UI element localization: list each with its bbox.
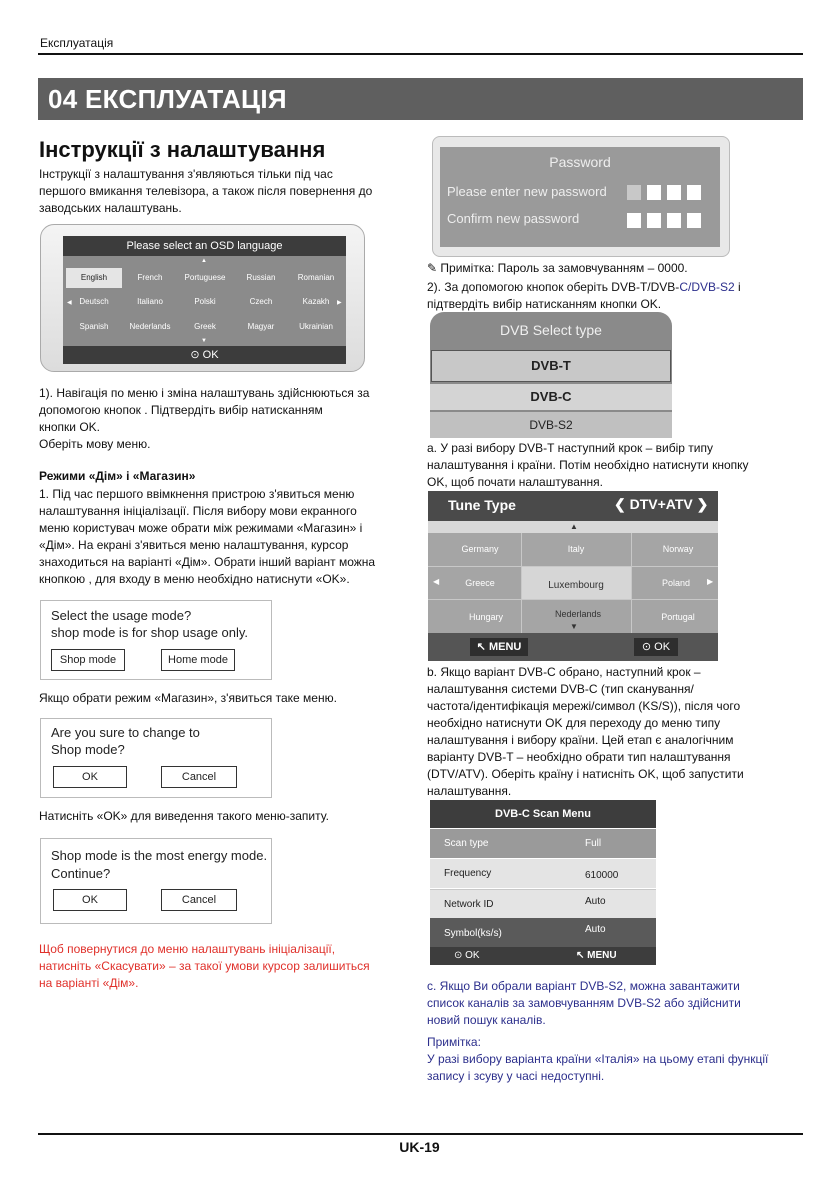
shop-menu-text: Якщо обрати режим «Магазин», з'явиться таке меню.	[39, 691, 337, 705]
scan-menu-title: DVB-C Scan Menu	[430, 800, 656, 828]
password-dialog	[440, 147, 720, 247]
country-grid	[428, 521, 718, 633]
password-digit-input[interactable]	[627, 185, 641, 200]
back-arrow-icon: ↖	[476, 641, 486, 653]
intro-text: Інструкції з налаштування з'являються тільки під час першого вмикання телевізора, а також після повернення до заводських налаштувань.	[39, 167, 373, 215]
step-c-text: c. Якщо Ви обрали варіант DVB-S2, можна завантажити список каналів за замовчуванням DVB-S2 або здійснити новий пошук каналів.	[427, 979, 741, 1027]
home-mode-button[interactable]: Home mode	[161, 649, 235, 671]
country-italy[interactable]: Italy	[567, 544, 585, 554]
osd-lang-romanian[interactable]: Romanian	[297, 273, 335, 282]
dvb-t-option[interactable]: DVB-T	[531, 358, 571, 373]
osd-lang-czech[interactable]: Czech	[249, 297, 273, 306]
ok-button[interactable]: OK	[53, 766, 127, 788]
dvb-s2-option[interactable]: DVB-S2	[529, 418, 573, 432]
password-note: ✎ Примітка: Пароль за замовчуванням – 0000.	[427, 261, 688, 275]
dvb-select-title: DVB Select type	[500, 322, 602, 338]
confirm-digit-input[interactable]	[687, 213, 701, 228]
step-a-text: a. У разі вибору DVB-T наступний крок – вибір типу налаштування і країни. Потім необхідно натиснути кнопку OK, щоб почати налаштування.	[427, 441, 749, 489]
osd-lang-french[interactable]: French	[137, 273, 163, 282]
page-title: Інструкції з налаштування	[39, 137, 326, 162]
back-arrow-icon: ↖	[576, 950, 585, 961]
up-arrow-icon: ▲	[201, 258, 207, 264]
osd-lang-italiano[interactable]: Italiano	[137, 297, 163, 306]
modes-text: 1. Під час першого ввімкнення пристрою з'явиться меню налаштування ініціалізації. Після вибору мови екранного меню користувач може обрати між режимами «Магазин» і «Дім». На екрані з'явиться меню налаштування, курсор знаходиться на варіанті «Дім». Обрати інший варіант можна кнопкою , для входу в меню необхідно натиснути «OK».	[39, 487, 376, 586]
page-number: UK-19	[399, 1139, 440, 1155]
tune-type-title: Tune Type	[448, 497, 516, 513]
country-luxembourg[interactable]: Luxembourg	[548, 580, 604, 591]
confirm-digit-input[interactable]	[627, 213, 641, 228]
down-arrow-icon: ▼	[570, 622, 578, 631]
running-head: Експлуатація	[40, 36, 114, 50]
osd-lang-portuguese[interactable]: Portuguese	[184, 273, 226, 282]
pencil-note-icon: ✎	[427, 261, 438, 275]
scan-row-type[interactable]: Scan type Full	[430, 829, 656, 858]
cancel-button[interactable]: Cancel	[161, 889, 237, 911]
modes-heading: Режими «Дім» і «Магазин»	[39, 469, 196, 483]
cancel-button[interactable]: Cancel	[161, 766, 237, 788]
right-arrow-icon: ▶	[707, 577, 714, 586]
confirm-digit-input[interactable]	[667, 213, 681, 228]
osd-lang-nederlands[interactable]: Nederlands	[129, 322, 171, 331]
dialog-line: Continue?	[51, 866, 111, 881]
tune-type-footer	[428, 633, 718, 661]
osd-lang-english[interactable]: English	[66, 268, 122, 288]
note2: Примітка: У разі вибору варіанта країни «Італія» на цьому етапі функції запису і зсуву у часі недоступні.	[427, 1035, 769, 1083]
country-portugal[interactable]: Portugal	[661, 612, 695, 622]
dialog-line: shop mode is for shop usage only.	[51, 625, 249, 640]
step2-text: 2). За допомогою кнопок оберіть DVB-T/DVB-C/DVB-S2 і підтвердіть вибір натисканням кнопки OK.	[427, 280, 741, 311]
country-hungary[interactable]: Hungary	[468, 612, 504, 622]
country-nederlands[interactable]: Nederlands	[554, 609, 602, 619]
osd-lang-deutsch[interactable]: Deutsch	[79, 297, 109, 306]
menu-button[interactable]: ↖ MENU	[576, 950, 617, 961]
osd-title: Please select an OSD language	[63, 236, 346, 256]
scan-row-symbol[interactable]: Symbol(ks/s) Auto	[430, 918, 656, 947]
osd-lang-kazakh[interactable]: Kazakh	[302, 297, 330, 306]
enter-password-label: Please enter new password	[447, 184, 607, 199]
ok-button[interactable]: ⊙ OK	[454, 950, 480, 961]
country-greece[interactable]: Greece	[465, 578, 495, 588]
dialog-line: Shop mode is the most energy mode.	[51, 848, 268, 863]
dialog-line: Shop mode?	[51, 742, 125, 757]
password-digit-input[interactable]	[647, 185, 661, 200]
confirm-shop-dialog	[40, 718, 272, 798]
footer-rule	[38, 1133, 803, 1135]
down-arrow-icon: ▼	[201, 338, 207, 344]
dialog-line: Select the usage mode?	[51, 608, 192, 623]
ok-button[interactable]: ⊙ OK	[634, 638, 678, 656]
step-b-text: b. Якщо варіант DVB-C обрано, наступний крок – налаштування системи DVB-C (тип сканування/ частота/ідентифікація мережі/символ (KS/S)), після чого необхідно натиснути OK для переходу до меню типу налаштування і вибору країни. Цей етап є аналогічним варіанту DVB-T – необхідно обрати тип налаштування (DTV/ATV). Оберіть країну і натисніть OK, щоб запустити налаштування.	[427, 665, 744, 798]
shop-mode-button[interactable]: Shop mode	[51, 649, 125, 671]
usage-mode-dialog	[40, 600, 272, 680]
energy-mode-dialog	[40, 838, 272, 924]
country-norway[interactable]: Norway	[662, 544, 694, 554]
header-rule	[38, 53, 803, 55]
country-poland[interactable]: Poland	[661, 578, 691, 588]
left-arrow-icon: ◀	[67, 300, 72, 306]
password-title: Password	[549, 154, 611, 170]
grid-divider	[631, 533, 632, 633]
osd-ok-button[interactable]: ⊙ OK	[63, 346, 346, 364]
scan-row-network[interactable]: Network ID Auto	[430, 889, 656, 918]
confirm-password-label: Confirm new password	[447, 211, 580, 226]
confirm-digit-input[interactable]	[647, 213, 661, 228]
left-arrow-icon: ◀	[433, 577, 440, 586]
right-arrow-icon: ▶	[337, 300, 342, 306]
dialog-line: Are you sure to change to	[51, 725, 200, 740]
red-note: Щоб повернутися до меню налаштувань ініціалізації, натисніть «Скасувати» – за такої умови курсор залишиться на варіанті «Дім».	[39, 942, 370, 990]
scan-row-frequency[interactable]: Frequency 610000	[430, 859, 656, 888]
up-arrow-icon: ▲	[570, 522, 578, 531]
osd-lang-ukrainian[interactable]: Ukrainian	[299, 322, 333, 331]
dvb-c-option[interactable]: DVB-C	[530, 389, 572, 404]
password-digit-input[interactable]	[667, 185, 681, 200]
scan-footer	[430, 947, 656, 965]
ok-menu-text: Натисніть «OK» для виведення такого меню-запиту.	[39, 809, 329, 823]
menu-button[interactable]: ↖ MENU	[470, 638, 528, 656]
grid-divider	[428, 599, 718, 600]
section-banner	[38, 78, 803, 120]
osd-lang-magyar[interactable]: Magyar	[247, 322, 275, 331]
password-digit-input[interactable]	[687, 185, 701, 200]
tune-type-header	[428, 491, 718, 521]
osd-lang-polski[interactable]: Polski	[194, 297, 216, 306]
osd-lang-russian[interactable]: Russian	[246, 273, 276, 282]
osd-lang-spanish[interactable]: Spanish	[79, 322, 109, 331]
osd-lang-greek[interactable]: Greek	[194, 322, 216, 331]
banner-title: 04 ЕКСПЛУАТАЦІЯ	[48, 84, 287, 114]
navigation-text: 1). Навігація по меню і зміна налаштувань здійснюються за допомогою кнопок . Підтвердіть вибір натисканням кнопки OK. Оберіть мову меню.	[39, 386, 370, 451]
tune-type-value[interactable]: ❮ DTV+ATV ❯	[614, 496, 709, 512]
ok-button[interactable]: OK	[53, 889, 127, 911]
country-germany[interactable]: Germany	[461, 544, 499, 554]
